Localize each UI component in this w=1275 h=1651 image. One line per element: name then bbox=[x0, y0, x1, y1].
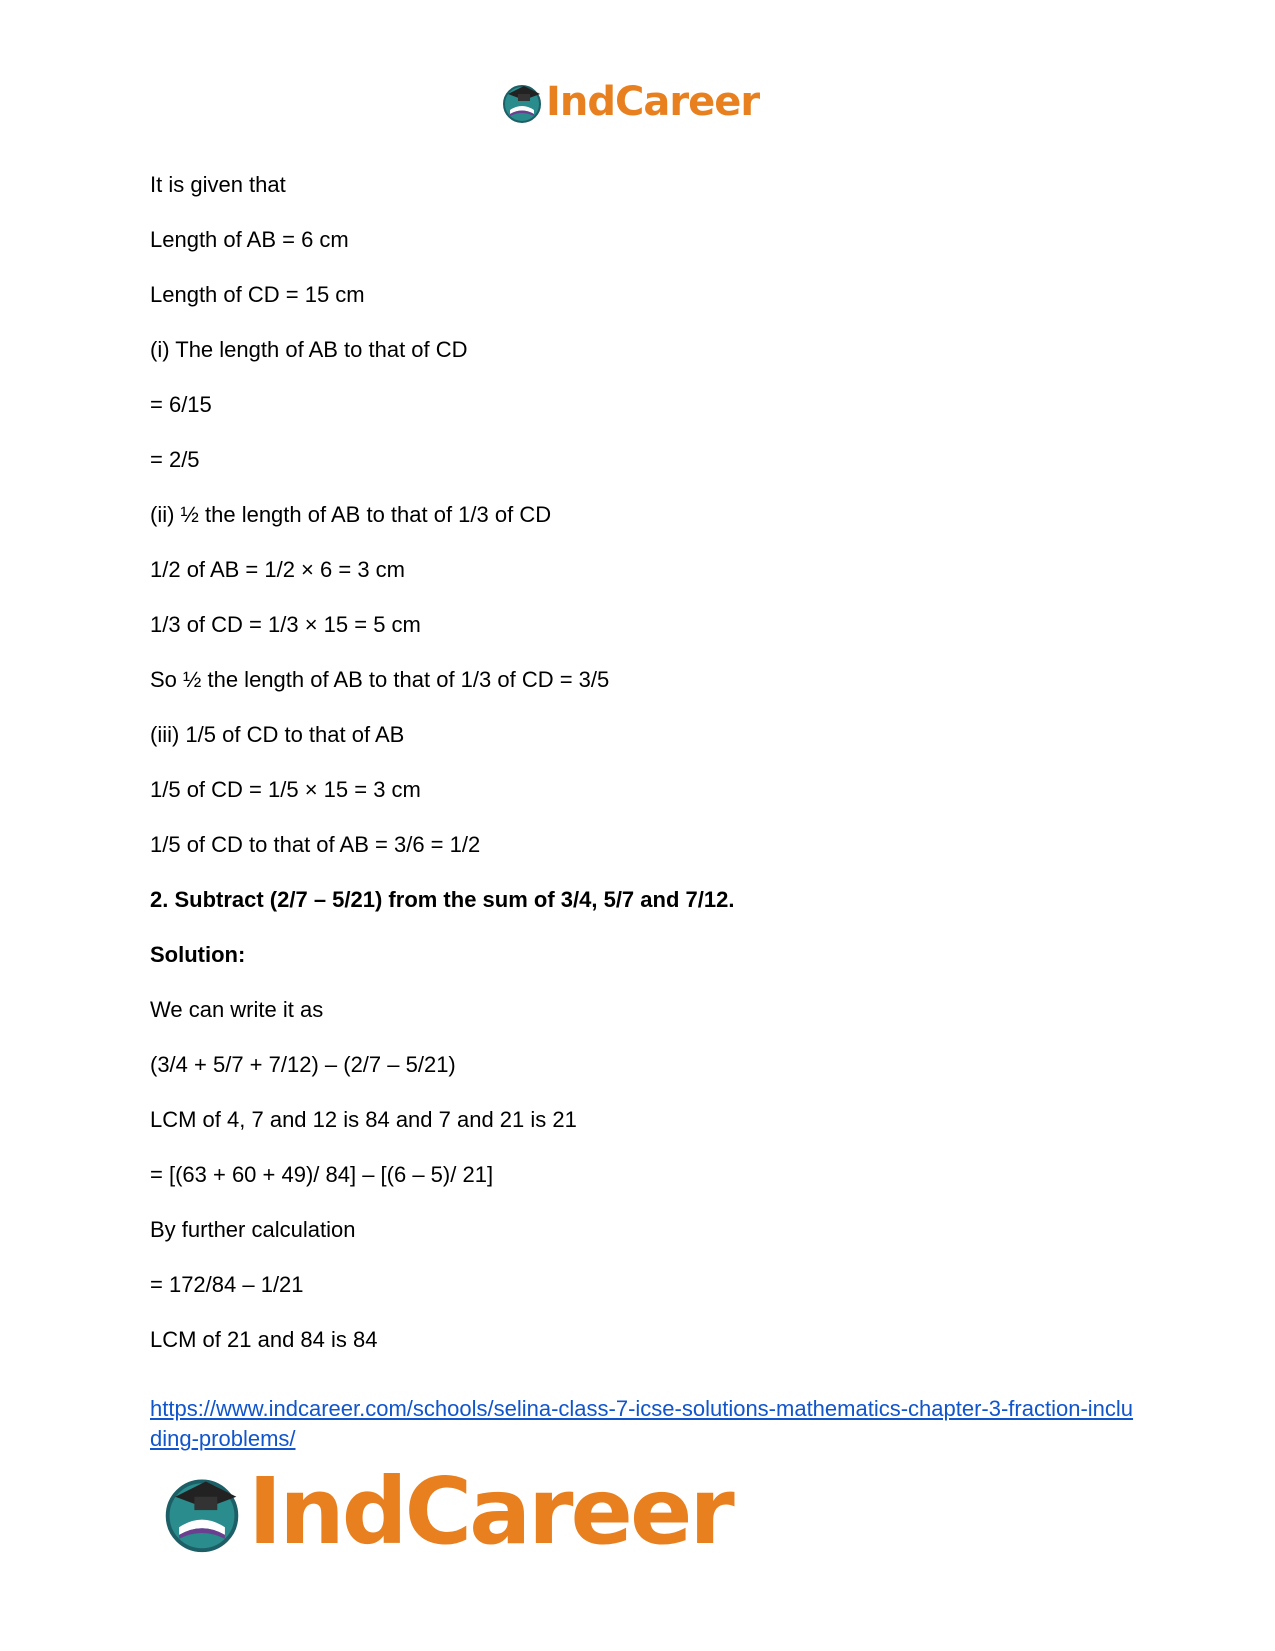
text-line: (i) The length of AB to that of CD bbox=[150, 337, 468, 362]
text-line: = 172/84 – 1/21 bbox=[150, 1272, 304, 1297]
text-line: LCM of 21 and 84 is 84 bbox=[150, 1327, 378, 1352]
document-body bbox=[150, 172, 1140, 1382]
graduation-globe-icon bbox=[500, 80, 544, 124]
text-line: = 6/15 bbox=[150, 392, 212, 417]
text-line: (ii) ½ the length of AB to that of 1/3 of CD bbox=[150, 502, 552, 527]
text-line: = 2/5 bbox=[150, 447, 200, 472]
footer-logo bbox=[160, 1458, 732, 1565]
heading-line: 2. Subtract (2/7 – 5/21) from the sum of 3/4, 5/7 and 7/12. bbox=[150, 887, 735, 912]
text-line: 1/2 of AB = 1/2 × 6 = 3 cm bbox=[150, 557, 405, 582]
header-logo bbox=[500, 78, 759, 126]
text-line: We can write it as bbox=[150, 997, 324, 1022]
header-logo-text: IndCareer bbox=[546, 79, 760, 125]
text-line: 1/5 of CD = 1/5 × 15 = 3 cm bbox=[150, 777, 421, 802]
text-line: (3/4 + 5/7 + 7/12) – (2/7 – 5/21) bbox=[150, 1052, 456, 1077]
source-link[interactable]: https://www.indcareer.com/schools/selina-class-7-icse-solutions-mathematics-chapter-3-fraction-including-problems/ bbox=[150, 1396, 1134, 1451]
text-line: So ½ the length of AB to that of 1/3 of CD = 3/5 bbox=[150, 667, 610, 692]
footer-logo-text: IndCareer bbox=[248, 1458, 732, 1565]
heading-line: Solution: bbox=[150, 942, 246, 967]
text-line: By further calculation bbox=[150, 1217, 356, 1242]
text-line: Length of CD = 15 cm bbox=[150, 282, 365, 307]
text-line: It is given that bbox=[150, 172, 286, 197]
text-line: 1/5 of CD to that of AB = 3/6 = 1/2 bbox=[150, 832, 481, 857]
text-line: Length of AB = 6 cm bbox=[150, 227, 349, 252]
text-line: 1/3 of CD = 1/3 × 15 = 5 cm bbox=[150, 612, 421, 637]
text-line: = [(63 + 60 + 49)/ 84] – [(6 – 5)/ 21] bbox=[150, 1162, 494, 1187]
text-line: (iii) 1/5 of CD to that of AB bbox=[150, 722, 405, 747]
graduation-globe-icon bbox=[160, 1470, 244, 1554]
text-line: LCM of 4, 7 and 12 is 84 and 7 and 21 is 21 bbox=[150, 1107, 577, 1132]
